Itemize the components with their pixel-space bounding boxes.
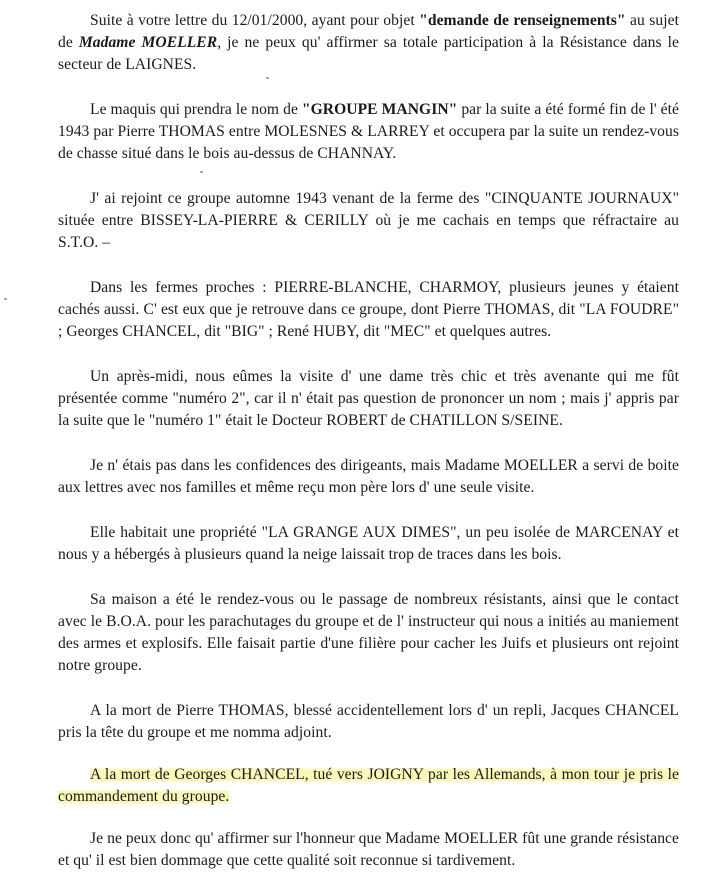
intro-text: Suite à votre lettre du 12/01/2000, ayant pour objet	[90, 12, 420, 29]
paragraph-maquis	[58, 99, 679, 165]
paragraph-joined: J' ai rejoint ce groupe automne 1943 venant de la ferme des "CINQUANTE JOURNAUX" située entre BISSEY-LA-PIERRE & CERILLY où je me cachais en temps que réfractaire au S.T.O. –	[58, 190, 679, 251]
intro-text: , je ne peux qu' affirmer sa totale participation à la Résistance dans le secteur de LAIGNES.	[58, 34, 679, 73]
paragraph-farms: Dans les fermes proches : PIERRE-BLANCHE, CHARMOY, plusieurs jeunes y étaient cachés aussi. C' est eux que je retrouve dans ce groupe, dont Pierre THOMAS, dit "LA FOUDRE" ; Georges CHANCEL, dit "BIG" ; René HUBY, dit "MEC" et quelques autres.	[58, 279, 679, 340]
group-name-emphasis: "GROUPE MANGIN"	[301, 101, 458, 118]
subject-name-emphasis: Madame MOELLER	[78, 34, 218, 51]
paragraph-conclusion: Je ne peux donc qu' affirmer sur l'honneur que Madame MOELLER fût une grande résistance et qu' il est bien dommage que cette qualité soit reconnue si tardivement.	[58, 830, 679, 869]
paragraph-thomas-death: A la mort de Pierre THOMAS, blessé accidentellement lors d' un repli, Jacques CHANCEL pris la tête du groupe et me nomma adjoint.	[58, 702, 679, 741]
maquis-text: par la suite a été formé fin de l' été 1943 par Pierre THOMAS entre MOLESNES & LARREY et occupera par la suite un rendez-vous de chasse situé dans le bois au-dessus de CHANNAY.	[58, 101, 679, 162]
paragraph-chancel-death	[58, 764, 679, 808]
paper-speck	[200, 171, 203, 173]
paragraph-intro	[58, 10, 679, 76]
paragraph-house: Sa maison a été le rendez-vous ou le passage de nombreux résistants, ainsi que le contact avec le B.O.A. pour les parachutages du groupe et de l' instructeur qui nous a initiés au maniement des armes et explosifs. Elle faisait partie d'une filière pour cacher les Juifs et plusieurs ont rejoint notre groupe.	[58, 591, 679, 674]
paper-speck	[266, 77, 269, 79]
paragraph-visit: Un après-midi, nous eûmes la visite d' une dame très chic et très avenante qui me fût présentée comme "numéro 2", car il n' était pas question de prononcer un nom ; mais j' appris par la suite que le "numéro 1" était le Docteur ROBERT de CHATILLON S/SEINE.	[58, 368, 679, 429]
intro-text: au sujet de	[58, 12, 679, 51]
subject-emphasis: "demande de renseignements"	[419, 12, 626, 29]
paragraph-confidences: Je n' étais pas dans les confidences des dirigeants, mais Madame MOELLER a servi de boite aux lettres avec nos familles et même reçu mon père lors d' une seule visite.	[58, 457, 679, 496]
paragraph-property: Elle habitait une propriété "LA GRANGE AUX DIMES", un peu isolée de MARCENAY et nous y a hébergés à plusieurs quand la neige laissait trop de traces dans les bois.	[58, 524, 679, 563]
paper-speck	[4, 298, 7, 300]
highlighted-text: A la mort de Georges CHANCEL, tué vers JOIGNY par les Allemands, à mon tour je pris le commandement du groupe.	[58, 766, 679, 805]
maquis-text: Le maquis qui prendra le nom de	[90, 101, 302, 118]
